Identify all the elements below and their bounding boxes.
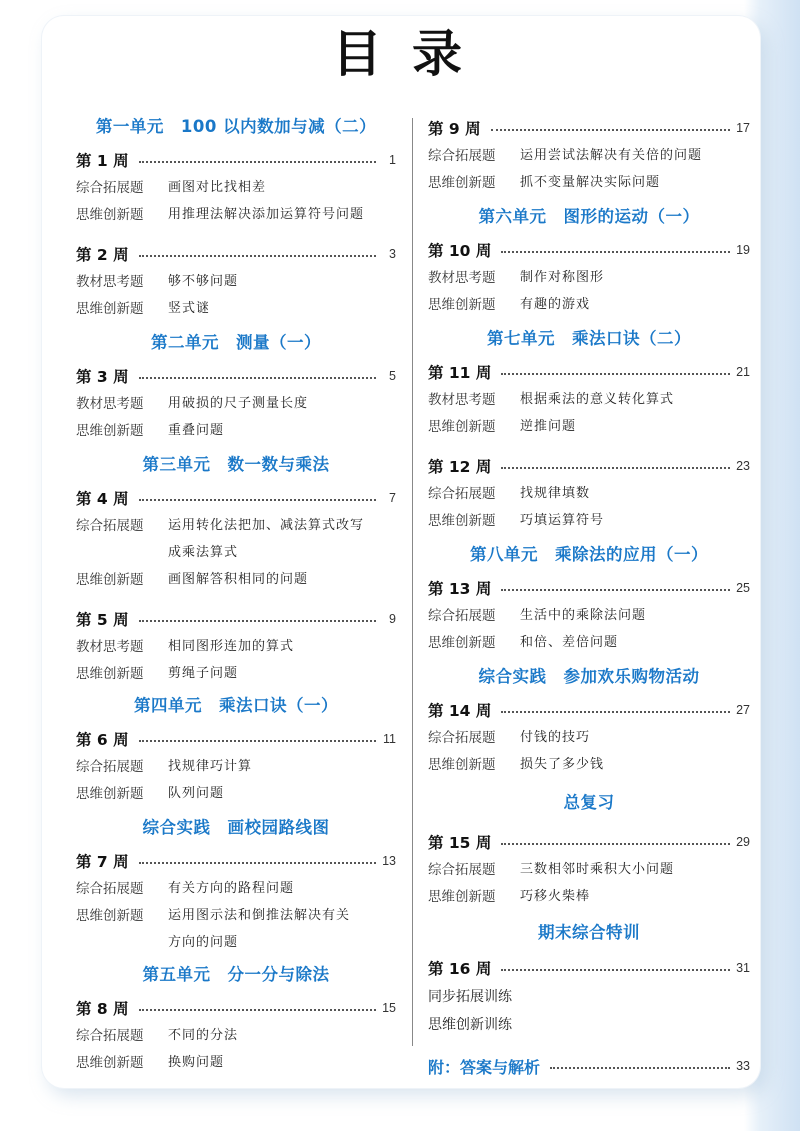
item-title: 制作对称图形 bbox=[520, 270, 605, 285]
unit-heading[interactable]: 第七单元 乘法口诀（二） bbox=[487, 329, 691, 348]
item-category: 综合拓展题 bbox=[428, 148, 496, 163]
item-title: 三数相邻时乘积大小问题 bbox=[520, 862, 675, 877]
list-item[interactable] bbox=[428, 751, 750, 778]
item-category: 思维创新题 bbox=[76, 786, 144, 801]
page-number: 33 bbox=[736, 1059, 750, 1073]
item-category: 思维创新题 bbox=[76, 301, 144, 316]
item-category: 综合拓展题 bbox=[428, 862, 496, 877]
unit-heading[interactable]: 第四单元 乘法口诀（一） bbox=[134, 696, 338, 715]
item-category: 思维创新题 bbox=[428, 889, 496, 904]
list-item[interactable] bbox=[76, 902, 396, 929]
item-title: 生活中的乘除法问题 bbox=[520, 608, 647, 623]
week-row[interactable] bbox=[76, 994, 396, 1022]
dot-leader bbox=[491, 129, 730, 131]
item-category: 教材思考题 bbox=[76, 639, 144, 654]
list-item[interactable] bbox=[428, 883, 750, 910]
page-number: 13 bbox=[382, 854, 396, 868]
list-item[interactable] bbox=[428, 602, 750, 629]
week-label: 第 14 周 bbox=[428, 702, 492, 720]
unit-heading[interactable]: 第二单元 测量（一） bbox=[151, 333, 321, 352]
item-category: 思维创新题 bbox=[76, 1055, 144, 1070]
item-category: 综合拓展题 bbox=[76, 518, 144, 533]
week-row[interactable] bbox=[428, 114, 750, 142]
unit-heading[interactable]: 第六单元 图形的运动（一） bbox=[478, 207, 700, 226]
list-item[interactable] bbox=[76, 780, 396, 807]
item-title: 够不够问题 bbox=[168, 274, 239, 289]
item-title: 用破损的尺子测量长度 bbox=[168, 396, 309, 411]
page-title: 目录 bbox=[332, 24, 492, 83]
week-row[interactable] bbox=[76, 605, 396, 633]
dot-leader bbox=[139, 377, 376, 379]
item-category: 综合拓展题 bbox=[428, 730, 496, 745]
dot-leader bbox=[501, 969, 730, 971]
item-title: 画图解答积相同的问题 bbox=[168, 572, 309, 587]
dot-leader bbox=[139, 255, 376, 257]
list-item[interactable] bbox=[428, 386, 750, 413]
list-item[interactable] bbox=[428, 142, 750, 169]
item-category: 综合拓展题 bbox=[76, 180, 144, 195]
item-title: 巧填运算符号 bbox=[520, 513, 605, 528]
item-title: 有趣的游戏 bbox=[520, 297, 591, 312]
item-category: 教材思考题 bbox=[76, 396, 144, 411]
dot-leader bbox=[501, 843, 730, 845]
dot-leader bbox=[550, 1067, 730, 1069]
week-row[interactable] bbox=[76, 146, 396, 174]
item-title: 巧移火柴棒 bbox=[520, 889, 591, 904]
page-number: 17 bbox=[736, 121, 750, 135]
unit-heading[interactable]: 综合实践 参加欢乐购物活动 bbox=[478, 667, 700, 686]
week-row[interactable] bbox=[76, 847, 396, 875]
list-item[interactable] bbox=[428, 856, 750, 883]
dot-leader bbox=[501, 589, 730, 591]
week-row[interactable] bbox=[76, 362, 396, 390]
item-category: 思维创新题 bbox=[428, 175, 496, 190]
item-title: 付钱的技巧 bbox=[520, 730, 591, 745]
item-category: 思维创新题 bbox=[428, 635, 496, 650]
item-title: 和倍、差倍问题 bbox=[520, 635, 619, 650]
list-item[interactable] bbox=[428, 291, 750, 318]
item-title: 根据乘法的意义转化算式 bbox=[520, 392, 675, 407]
item-title: 换购问题 bbox=[168, 1055, 225, 1070]
item-title: 找规律巧计算 bbox=[168, 759, 253, 774]
week-row[interactable] bbox=[76, 484, 396, 512]
left-column bbox=[76, 112, 396, 1076]
list-item[interactable] bbox=[76, 174, 396, 201]
unit-heading[interactable]: 总复习 bbox=[563, 793, 615, 812]
page-number: 31 bbox=[736, 961, 750, 975]
page-number: 19 bbox=[736, 243, 750, 257]
list-item-continuation bbox=[76, 539, 396, 566]
item-category: 综合拓展题 bbox=[76, 881, 144, 896]
list-item[interactable]: 同步拓展训练 bbox=[428, 988, 512, 1004]
item-category: 思维创新题 bbox=[76, 908, 144, 923]
week-label: 第 3 周 bbox=[76, 368, 129, 386]
list-item[interactable] bbox=[428, 413, 750, 440]
item-title: 运用尝试法解决有关倍的问题 bbox=[520, 148, 703, 163]
list-item[interactable] bbox=[428, 507, 750, 534]
item-category: 思维创新题 bbox=[76, 207, 144, 222]
week-label: 第 5 周 bbox=[76, 611, 129, 629]
list-item[interactable] bbox=[76, 633, 396, 660]
item-title: 相同图形连加的算式 bbox=[168, 639, 295, 654]
item-title: 重叠问题 bbox=[168, 423, 225, 438]
list-item[interactable] bbox=[76, 875, 396, 902]
unit-heading[interactable]: 第五单元 分一分与除法 bbox=[142, 965, 330, 984]
week-row[interactable] bbox=[428, 574, 750, 602]
item-title: 方向的问题 bbox=[168, 935, 239, 950]
list-item[interactable] bbox=[428, 480, 750, 507]
item-title: 成乘法算式 bbox=[168, 545, 239, 560]
week-row[interactable] bbox=[428, 236, 750, 264]
dot-leader bbox=[501, 467, 730, 469]
list-item[interactable]: 思维创新训练 bbox=[428, 1016, 512, 1032]
dot-leader bbox=[501, 373, 730, 375]
item-category: 思维创新题 bbox=[76, 423, 144, 438]
list-item[interactable] bbox=[76, 753, 396, 780]
item-title: 逆推问题 bbox=[520, 419, 577, 434]
week-label: 第 2 周 bbox=[76, 246, 129, 264]
appendix-row[interactable] bbox=[428, 1052, 750, 1080]
list-item[interactable] bbox=[76, 660, 396, 687]
appendix-label: 附：答案与解析 bbox=[428, 1057, 541, 1077]
week-row[interactable] bbox=[76, 725, 396, 753]
right-column bbox=[428, 114, 750, 1080]
unit-heading[interactable]: 第一单元 100 以内数加与减（二） bbox=[95, 117, 377, 136]
week-label: 第 16 周 bbox=[428, 960, 492, 978]
item-category: 教材思考题 bbox=[76, 274, 144, 289]
item-title: 运用图示法和倒推法解决有关 bbox=[168, 908, 351, 923]
item-title: 剪绳子问题 bbox=[168, 666, 239, 681]
page-number: 7 bbox=[389, 491, 396, 505]
column-divider bbox=[412, 118, 413, 1046]
page-number: 3 bbox=[389, 247, 396, 261]
item-title: 有关方向的路程问题 bbox=[168, 881, 295, 896]
item-title: 找规律填数 bbox=[520, 486, 591, 501]
item-title: 竖式谜 bbox=[168, 301, 211, 316]
page-number: 21 bbox=[736, 365, 750, 379]
week-label: 第 9 周 bbox=[428, 120, 481, 138]
item-category: 综合拓展题 bbox=[76, 1028, 144, 1043]
item-category: 思维创新题 bbox=[428, 419, 496, 434]
item-category: 综合拓展题 bbox=[428, 486, 496, 501]
page-number: 29 bbox=[736, 835, 750, 849]
list-item[interactable] bbox=[428, 264, 750, 291]
list-item[interactable] bbox=[428, 169, 750, 196]
item-category: 思维创新题 bbox=[428, 513, 496, 528]
week-label: 第 1 周 bbox=[76, 152, 129, 170]
dot-leader bbox=[139, 161, 376, 163]
item-category: 教材思考题 bbox=[428, 392, 496, 407]
item-category: 思维创新题 bbox=[76, 666, 144, 681]
list-item[interactable] bbox=[428, 629, 750, 656]
week-label: 第 6 周 bbox=[76, 731, 129, 749]
week-label: 第 15 周 bbox=[428, 834, 492, 852]
week-label: 第 8 周 bbox=[76, 1000, 129, 1018]
list-item[interactable] bbox=[76, 1022, 396, 1049]
item-category: 思维创新题 bbox=[428, 297, 496, 312]
item-category: 思维创新题 bbox=[428, 757, 496, 772]
unit-heading[interactable]: 综合实践 画校园路线图 bbox=[142, 818, 330, 837]
page-number: 23 bbox=[736, 459, 750, 473]
list-item[interactable] bbox=[76, 566, 396, 593]
week-label: 第 12 周 bbox=[428, 458, 492, 476]
week-row[interactable] bbox=[76, 240, 396, 268]
page-number: 15 bbox=[382, 1001, 396, 1015]
week-label: 第 4 周 bbox=[76, 490, 129, 508]
dot-leader bbox=[501, 251, 730, 253]
list-item[interactable] bbox=[428, 724, 750, 751]
page-number: 11 bbox=[383, 732, 396, 746]
list-item[interactable] bbox=[76, 201, 396, 228]
dot-leader bbox=[139, 862, 376, 864]
page-number: 25 bbox=[736, 581, 750, 595]
item-title: 运用转化法把加、减法算式改写 bbox=[168, 518, 365, 533]
item-category: 综合拓展题 bbox=[76, 759, 144, 774]
page-number: 27 bbox=[736, 703, 750, 717]
week-row[interactable] bbox=[428, 358, 750, 386]
item-category: 综合拓展题 bbox=[428, 608, 496, 623]
week-label: 第 13 周 bbox=[428, 580, 492, 598]
week-label: 第 10 周 bbox=[428, 242, 492, 260]
list-item[interactable] bbox=[76, 512, 396, 539]
list-item[interactable] bbox=[76, 390, 396, 417]
list-item[interactable] bbox=[76, 417, 396, 444]
unit-heading[interactable]: 第八单元 乘除法的应用（一） bbox=[470, 545, 708, 564]
dot-leader bbox=[139, 499, 376, 501]
dot-leader bbox=[139, 1009, 376, 1011]
week-row[interactable] bbox=[428, 452, 750, 480]
unit-heading[interactable]: 第三单元 数一数与乘法 bbox=[142, 455, 330, 474]
item-title: 用推理法解决添加运算符号问题 bbox=[168, 207, 365, 222]
item-category: 思维创新题 bbox=[76, 572, 144, 587]
dot-leader bbox=[501, 711, 730, 713]
week-row[interactable] bbox=[428, 828, 750, 856]
week-label: 第 7 周 bbox=[76, 853, 129, 871]
week-row[interactable] bbox=[428, 954, 750, 982]
item-title: 不同的分法 bbox=[168, 1028, 239, 1043]
item-title: 队列问题 bbox=[168, 786, 225, 801]
week-label: 第 11 周 bbox=[428, 364, 492, 382]
list-item[interactable] bbox=[76, 268, 396, 295]
page-number: 9 bbox=[389, 612, 396, 626]
item-title: 抓不变量解决实际问题 bbox=[520, 175, 661, 190]
page-number: 1 bbox=[389, 153, 396, 167]
page-number: 5 bbox=[389, 369, 396, 383]
unit-heading[interactable]: 期末综合特训 bbox=[538, 923, 640, 942]
item-title: 损失了多少钱 bbox=[520, 757, 605, 772]
list-item[interactable] bbox=[76, 1049, 396, 1076]
item-category: 教材思考题 bbox=[428, 270, 496, 285]
dot-leader bbox=[139, 740, 376, 742]
list-item-continuation bbox=[76, 929, 396, 956]
item-title: 画图对比找相差 bbox=[168, 180, 267, 195]
list-item[interactable] bbox=[76, 295, 396, 322]
week-row[interactable] bbox=[428, 696, 750, 724]
dot-leader bbox=[139, 620, 376, 622]
